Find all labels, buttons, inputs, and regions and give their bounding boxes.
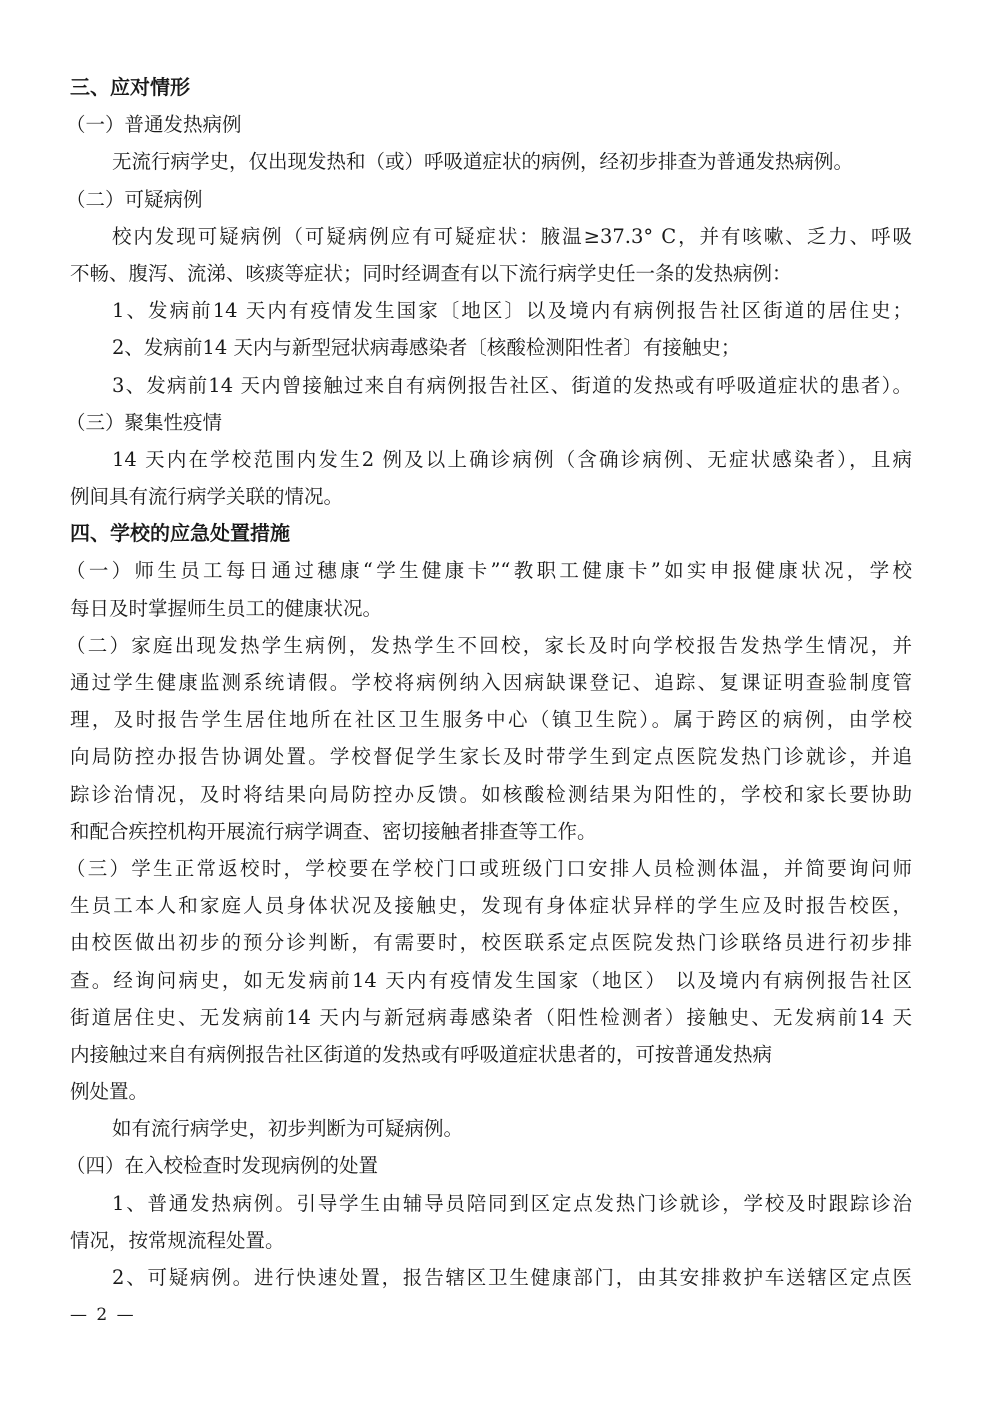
- text-line: （一）普通发热病例: [66, 113, 242, 137]
- text-line: 向局防控办报告协调处置。学校督促学生家长及时带学生到定点医院发热门诊就诊，并追: [70, 745, 912, 769]
- text-line: （二）家庭出现发热学生病例，发热学生不回校，家长及时向学校报告发热学生情况，并: [66, 633, 912, 657]
- text-line: 生员工本人和家庭人员身体状况及接触史，发现有身体症状异样的学生应及时报告校医，: [70, 894, 912, 918]
- text-line: 不畅、腹泻、流涕、咳痰等症状；同时经调查有以下流行病学史任一条的发热病例：: [70, 261, 792, 285]
- section-heading: 三、应对情形: [70, 75, 190, 99]
- text-line: 1、发病前14 天内有疫情发生国家〔地区〕以及境内有病例报告社区街道的居住史；: [112, 299, 912, 323]
- text-line: 每日及时掌握师生员工的健康状况。: [70, 596, 383, 620]
- text-line: （三）聚集性疫情: [66, 410, 223, 434]
- text-line: 由校医做出初步的预分诊判断，有需要时，校医联系定点医院发热门诊联络员进行初步排: [70, 931, 912, 955]
- text-line: 通过学生健康监测系统请假。学校将病例纳入因病缺课登记、追踪、复课证明查验制度管: [70, 671, 912, 694]
- text-line: 内接触过来自有病例报告社区街道的发热或有呼吸道症状患者的，可按普通发热病: [70, 1042, 773, 1066]
- text-line: 1、普通发热病例。引导学生由辅导员陪同到区定点发热门诊就诊，学校及时跟踪诊治: [112, 1191, 912, 1215]
- text-line: 和配合疾控机构开展流行病学调查、密切接触者排查等工作。: [70, 819, 597, 843]
- text-line: 例处置。: [70, 1080, 149, 1104]
- text-line: （二）可疑病例: [66, 187, 203, 211]
- text-line: 例间具有流行病学关联的情况。: [70, 485, 344, 509]
- section-heading: 四、学校的应急处置措施: [70, 521, 290, 546]
- text-line: （一）师生员工每日通过穗康“学生健康卡”“教职工健康卡”如实申报健康状况，学校: [66, 559, 912, 583]
- text-line: 无流行病学史，仅出现发热和（或）呼吸道症状的病例，经初步排查为普通发热病例。: [112, 150, 854, 174]
- text-line: 理，及时报告学生居住地所在社区卫生服务中心（镇卫生院）。属于跨区的病例，由学校: [70, 708, 912, 732]
- document-body: [66, 69, 912, 1296]
- text-line: 2、可疑病例。进行快速处置，报告辖区卫生健康部门，由其安排救护车送辖区定点医: [112, 1266, 912, 1289]
- text-line: 2、发病前14 天内与新型冠状病毒感染者〔核酸检测阳性者〕有接触史；: [112, 336, 741, 360]
- text-line: （四）在入校检查时发现病例的处置: [66, 1154, 379, 1178]
- text-line: 街道居住史、无发病前14 天内与新冠病毒感染者（阳性检测者）接触史、无发病前14 天: [70, 1005, 912, 1029]
- text-line: 14 天内在学校范围内发生2 例及以上确诊病例（含确诊病例、无症状感染者），且病: [112, 447, 912, 471]
- text-line: 情况，按常规流程处置。: [70, 1228, 285, 1252]
- text-line: 踪诊治情况，及时将结果向局防控办反馈。如核酸检测结果为阳性的，学校和家长要协助: [70, 782, 912, 806]
- text-line: 如有流行病学史，初步判断为可疑病例。: [112, 1117, 464, 1141]
- page-number: — 2 —: [70, 1305, 136, 1325]
- text-line: 查。经询问病史，如无发病前14 天内有疫情发生国家（地区） 以及境内有病例报告社区: [70, 968, 912, 992]
- text-line: 3、发病前14 天内曾接触过来自有病例报告社区、街道的发热或有呼吸道症状的患者）。: [112, 373, 912, 397]
- text-line: （三）学生正常返校时，学校要在学校门口或班级门口安排人员检测体温，并简要询问师: [66, 856, 912, 880]
- text-line: 校内发现可疑病例（可疑病例应有可疑症状：腋温≥37.3° C，并有咳嗽、乏力、呼吸: [112, 224, 912, 248]
